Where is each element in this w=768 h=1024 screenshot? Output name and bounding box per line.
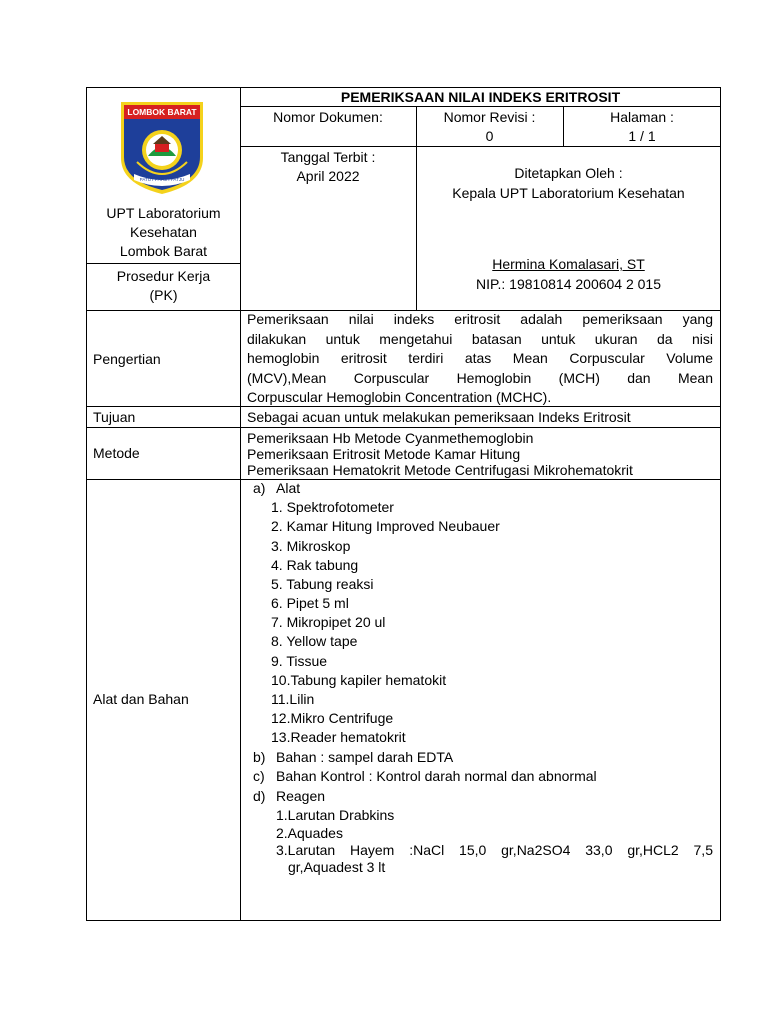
- alat-item: 6. Pipet 5 ml: [271, 595, 349, 611]
- reagen-title: Reagen: [276, 788, 326, 804]
- org-name-line2: Kesehatan: [130, 224, 197, 240]
- pengertian-line: Pemeriksaan nilai indeks eritrosit adalah pemeriksaan yang: [247, 311, 713, 327]
- pengertian-line: (MCV),Mean Corpuscular Hemoglobin (MCH) dan Mean: [247, 369, 713, 386]
- tujuan-label: Tujuan: [93, 409, 136, 425]
- metode-line: Pemeriksaan Hb Metode Cyanmethemoglobin: [247, 430, 534, 446]
- tujuan-text: Sebagai acuan untuk melakukan pemeriksaan Indeks Eritrosit: [247, 409, 631, 425]
- pengertian-line: hemoglobin eritrosit terdiri atas Mean Corpuscular Volume: [247, 350, 713, 366]
- reagen-item-3-line1: 3.Larutan Hayem :NaCl 15,0 gr,Na2SO4 33,0 gr,HCL2 7,5: [276, 842, 713, 858]
- reagen-item: 2.Aquades: [276, 825, 343, 841]
- alat-item: 5. Tabung reaksi: [271, 576, 374, 592]
- header-line: [240, 146, 721, 147]
- tanggal-terbit-value: April 2022: [296, 168, 360, 184]
- alat-item: 12.Mikro Centrifuge: [271, 710, 394, 726]
- metode-line: Pemeriksaan Eritrosit Metode Kamar Hitung: [247, 446, 521, 462]
- ditetapkan-label: Ditetapkan Oleh :: [514, 165, 623, 181]
- nomor-dokumen-label: Nomor Dokumen:: [273, 109, 383, 125]
- ditetapkan-by: Kepala UPT Laboratorium Kesehatan: [452, 185, 685, 201]
- document-title: PEMERIKSAAN NILAI INDEKS ERITROSIT: [340, 89, 621, 105]
- section-line: [86, 479, 721, 480]
- metode-line: Pemeriksaan Hematokrit Metode Centrifugasi Mikrohematokrit: [247, 462, 633, 478]
- signer-name: Hermina Komalasari, ST: [492, 256, 645, 272]
- bahan-text: Bahan : sampel darah EDTA: [276, 749, 454, 765]
- alat-item: 2. Kamar Hitung Improved Neubauer: [271, 518, 500, 534]
- alat-item: 1. Spektrofotometer: [271, 499, 394, 515]
- alat-item: 11.Lilin: [271, 691, 315, 707]
- reagen-item: 1.Larutan Drabkins: [276, 807, 395, 823]
- section-line: [86, 427, 721, 428]
- logo: [119, 100, 205, 196]
- metode-label: Metode: [93, 445, 140, 461]
- alat-item: 7. Mikropipet 20 ul: [271, 614, 386, 630]
- reagen-item-3-line2: gr,Aquadest 3 lt: [288, 859, 386, 875]
- kontrol-text: Bahan Kontrol : Kontrol darah normal dan abnormal: [276, 768, 597, 784]
- org-name-line1: UPT Laboratorium: [106, 205, 221, 221]
- alat-item: 9. Tissue: [271, 653, 328, 669]
- halaman-value: 1 / 1: [628, 128, 656, 144]
- halaman-label: Halaman :: [610, 109, 674, 125]
- reagen-marker: d): [253, 788, 266, 804]
- alat-item: 13.Reader hematokrit: [271, 729, 406, 745]
- bahan-marker: b): [253, 749, 266, 765]
- header-line: [240, 106, 721, 107]
- tanggal-terbit-label: Tanggal Terbit :: [280, 149, 376, 165]
- pengertian-text: [247, 310, 713, 408]
- alat-item: 8. Yellow tape: [271, 633, 358, 649]
- alat-item: 10.Tabung kapiler hematokit: [271, 672, 447, 688]
- org-name-line3: Lombok Barat: [119, 243, 208, 259]
- alat-bahan-label: Alat dan Bahan: [93, 691, 189, 707]
- pengertian-line: Corpuscular Hemoglobin Concentration (MCHC).: [247, 389, 552, 405]
- header-line: [86, 263, 241, 264]
- nomor-revisi-value: 0: [485, 128, 494, 144]
- alat-item: 4. Rak tabung: [271, 557, 359, 573]
- prosedur-label-line1: Prosedur Kerja: [116, 268, 211, 284]
- pengertian-line: dilakukan untuk mengetahui batasan untuk ukuran da nisi: [247, 330, 713, 347]
- kontrol-marker: c): [253, 768, 265, 784]
- logo-motto-text: PATUT PATUH PATJU: [139, 177, 185, 182]
- prosedur-label-line2: (PK): [149, 287, 178, 303]
- alat-title: Alat: [276, 480, 301, 496]
- alat-marker: a): [253, 480, 266, 496]
- signer-nip: NIP.: 19810814 200604 2 015: [475, 276, 662, 292]
- nomor-revisi-label: Nomor Revisi :: [443, 109, 536, 125]
- logo-banner-text: LOMBOK BARAT: [127, 107, 197, 117]
- pengertian-label: Pengertian: [93, 351, 161, 367]
- alat-item: 3. Mikroskop: [271, 538, 351, 554]
